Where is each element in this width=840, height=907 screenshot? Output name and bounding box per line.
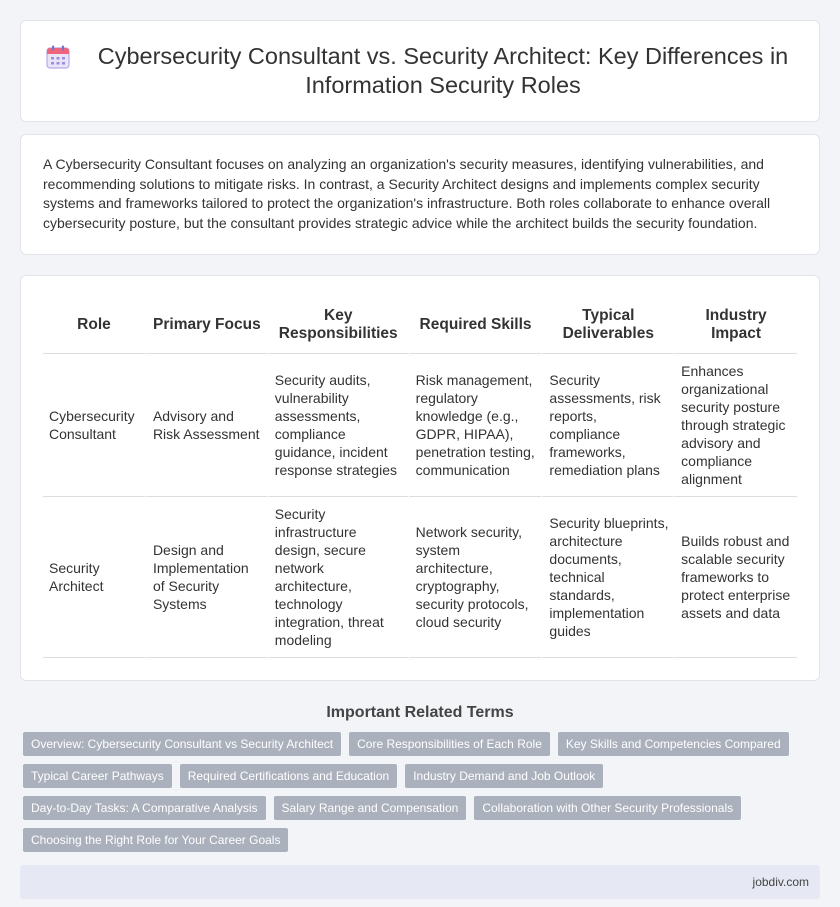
table-row: [43, 497, 797, 658]
related-term-tag[interactable]: Day-to-Day Tasks: A Comparative Analysis: [23, 796, 266, 820]
header-primary-focus: Primary Focus: [145, 296, 267, 354]
cell-primary-focus: Design and Implementation of Security Systems: [145, 497, 267, 658]
comparison-table: [43, 296, 797, 658]
table-header-row: [43, 296, 797, 354]
cell-industry-impact: Enhances organizational security posture through strategic advisory and compliance alignment: [673, 354, 797, 497]
comparison-table-card: [20, 275, 820, 681]
related-term-tag[interactable]: Overview: Cybersecurity Consultant vs Security Architect: [23, 732, 341, 756]
page-title: Cybersecurity Consultant vs. Security Architect: Key Differences in Information Security Roles: [97, 43, 789, 98]
calendar-icon: [45, 44, 71, 70]
header-key-responsibilities: Key Responsibilities: [267, 296, 408, 354]
cell-typical-deliverables: Security blueprints, architecture documents, technical standards, implementation guides: [541, 497, 673, 658]
related-term-tag[interactable]: Required Certifications and Education: [180, 764, 397, 788]
intro-text: A Cybersecurity Consultant focuses on analyzing an organization's security measures, identifying vulnerabilities, and recommending solutions to mitigate risks. In contrast, a Security Architect designs and implements complex security systems and frameworks tailored to protect the organization's infrastructure. Both roles collaborate to enhance overall cybersecurity posture, but the consultant provides strategic advice while the architect builds the security foundation.: [43, 156, 771, 231]
related-term-tag[interactable]: Choosing the Right Role for Your Career Goals: [23, 828, 288, 852]
header-typical-deliverables: Typical Deliverables: [541, 296, 673, 354]
header-required-skills: Required Skills: [408, 296, 542, 354]
cell-required-skills: Network security, system architecture, cryptography, security protocols, cloud security: [408, 497, 542, 658]
related-term-tag[interactable]: Industry Demand and Job Outlook: [405, 764, 603, 788]
cell-role: Security Architect: [43, 497, 145, 658]
header-role: Role: [43, 296, 145, 354]
related-term-tag[interactable]: Core Responsibilities of Each Role: [349, 732, 550, 756]
intro-card: [20, 134, 820, 255]
cell-primary-focus: Advisory and Risk Assessment: [145, 354, 267, 497]
footer-site-link[interactable]: jobdiv.com: [752, 875, 809, 889]
header-card: [20, 20, 820, 122]
related-terms-list: [0, 732, 840, 852]
related-terms-title: Important Related Terms: [326, 704, 514, 721]
table-row: [43, 354, 797, 497]
cell-required-skills: Risk management, regulatory knowledge (e.g., GDPR, HIPAA), penetration testing, communication: [408, 354, 542, 497]
related-term-tag[interactable]: Collaboration with Other Security Professionals: [474, 796, 741, 820]
related-term-tag[interactable]: Key Skills and Competencies Compared: [558, 732, 789, 756]
cell-key-responsibilities: Security infrastructure design, secure network architecture, technology integration, threat modeling: [267, 497, 408, 658]
header: [45, 42, 795, 100]
cell-key-responsibilities: Security audits, vulnerability assessments, compliance guidance, incident response strategies: [267, 354, 408, 497]
cell-industry-impact: Builds robust and scalable security frameworks to protect enterprise assets and data: [673, 497, 797, 658]
header-industry-impact: Industry Impact: [673, 296, 797, 354]
footer: [20, 865, 820, 899]
cell-typical-deliverables: Security assessments, risk reports, compliance frameworks, remediation plans: [541, 354, 673, 497]
related-term-tag[interactable]: Typical Career Pathways: [23, 764, 172, 788]
related-term-tag[interactable]: Salary Range and Compensation: [274, 796, 467, 820]
cell-role: Cybersecurity Consultant: [43, 354, 145, 497]
